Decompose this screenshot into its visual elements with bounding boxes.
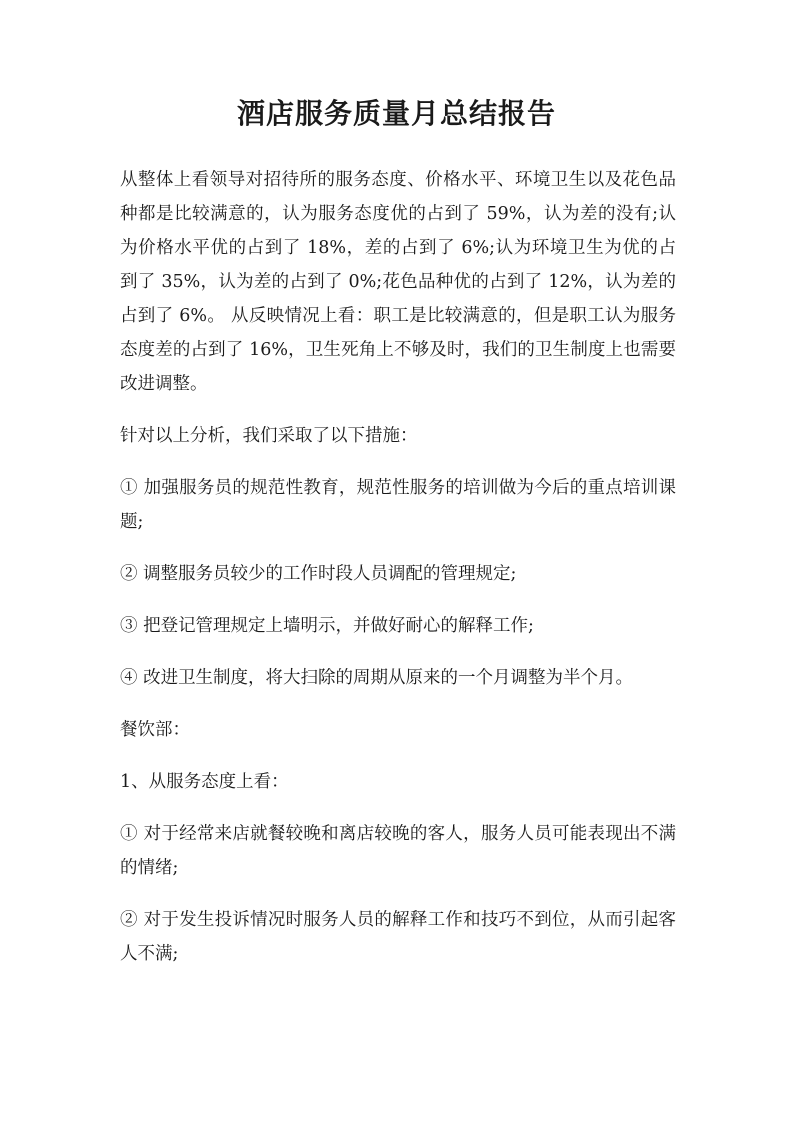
document-body	[120, 163, 676, 971]
paragraph-measure-3: ③ 把登记管理规定上墙明示，并做好耐心的解释工作;	[120, 616, 534, 636]
paragraph-measure-4: ④ 改进卫生制度，将大扫除的周期从原来的一个月调整为半个月。	[120, 668, 634, 688]
paragraph-dining-point-2: ② 对于发生投诉情况时服务人员的解释工作和技巧不到位，从而引起客人不满;	[120, 910, 676, 964]
paragraph-dining-point-1: ① 对于经常来店就餐较晚和离店较晚的客人，服务人员可能表现出不满的情绪;	[120, 824, 676, 878]
paragraph-measure-2: ② 调整服务员较少的工作时段人员调配的管理规定;	[120, 564, 517, 584]
paragraph-measures-intro: 针对以上分析，我们采取了以下措施：	[120, 426, 418, 446]
paragraph-dining-item-1: 1、从服务态度上看：	[120, 772, 289, 792]
paragraph-overview: 从整体上看领导对招待所的服务态度、价格水平、环境卫生以及花色品种都是比较满意的，认为服务态度优的占到了 59%，认为差的没有;认为价格水平优的占到了 18%，差的占到了 6%;认为环境卫生为优的占到了 35%，认为差的占到了 0%;花色品种优的占到了 12%，认为差的占到了 6%。 从反映情况上看：职工是比较满意的，但是职工认为服务态度差的占到了 16%，卫生死角上不够及时，我们的卫生制度上也需要改进调整。	[120, 170, 676, 394]
paragraph-section-dining: 餐饮部：	[120, 720, 190, 740]
paragraph-measure-1: ① 加强服务员的规范性教育，规范性服务的培训做为今后的重点培训课题;	[120, 478, 676, 532]
document-title: 酒店服务质量月总结报告	[236, 97, 556, 130]
